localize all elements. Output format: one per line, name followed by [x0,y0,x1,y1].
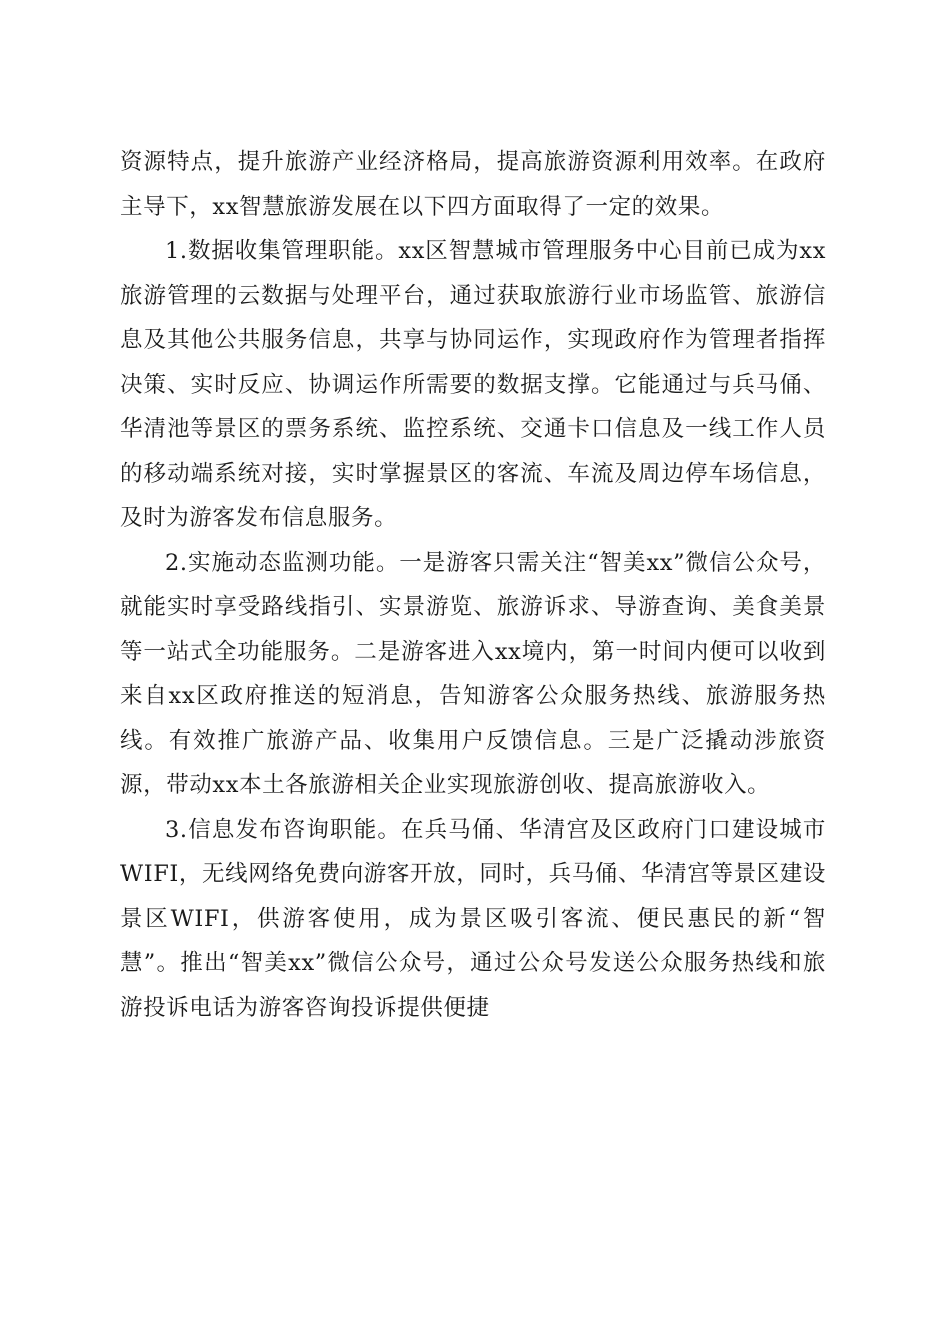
document-body [120,140,826,1030]
paragraph-info-release: 3.信息发布咨询职能。在兵马俑、华清宫及区政府门口建设城市WIFI，无线网络免费向游客开放，同时，兵马俑、华清宫等景区建设景区WIFI，供游客使用，成为景区吸引客流、便民惠民的新“智慧”。推出“智美xx”微信公众号，通过公众号发送公众服务热线和旅游投诉电话为游客咨询投诉提供便捷 [120,816,826,1021]
paragraph-data-collection: 1.数据收集管理职能。xx区智慧城市管理服务中心目前已成为xx旅游管理的云数据与处理平台，通过获取旅游行业市场监管、旅游信息及其他公共服务信息，共享与协同运作，实现政府作为管理者指挥决策、实时反应、协调运作所需要的数据支撑。它能通过与兵马俑、华清池等景区的票务系统、监控系统、交通卡口信息及一线工作人员的移动端系统对接，实时掌握景区的客流、车流及周边停车场信息，及时为游客发布信息服务。 [120,238,826,531]
paragraph-dynamic-monitoring: 2.实施动态监测功能。一是游客只需关注“智美xx”微信公众号，就能实时享受路线指引、实景游览、旅游诉求、导游查询、美食美景等一站式全功能服务。二是游客进入xx境内，第一时间内便可以收到来自xx区政府推送的短消息，告知游客公众服务热线、旅游服务热线。有效推广旅游产品、收集用户反馈信息。三是广泛撬动涉旅资源，带动xx本土各旅游相关企业实现旅游创收、提高旅游收入。 [120,549,826,798]
paragraph-continuation: 资源特点，提升旅游产业经济格局，提高旅游资源利用效率。在政府主导下，xx智慧旅游发展在以下四方面取得了一定的效果。 [120,149,826,220]
